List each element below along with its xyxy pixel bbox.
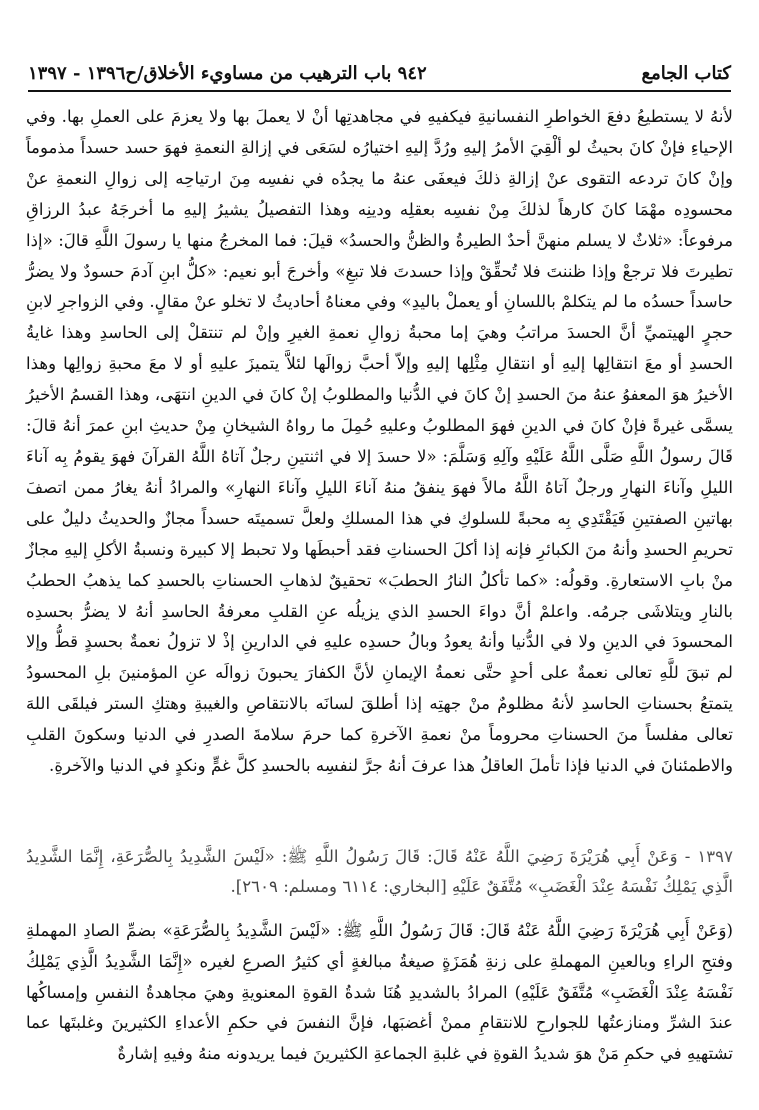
running-header [28,58,731,88]
hadith-block [26,842,733,902]
book-title: كتاب الجامع [641,62,731,84]
hadith-body: - وَعَنْ أَبِي هُرَيْرَةَ رَضِيَ اللَّهُ عَنْهُ قَالَ: قَالَ رَسُولُ اللَّهِ ﷺ: «لَيْسَ الشَّدِيدُ بِالصُّرَعَةِ، إِنَّمَا الشَّدِيدُ الَّذِي يَمْلِكُ نَفْسَهُ عِنْدَ الْغَضَبِ» مُتَّفَقٌ عَلَيْهِ [البخاري: ٦١١٤ ومسلم: ٢٦٠٩]. [26,847,733,896]
body-text [26,102,733,782]
commentary [26,916,733,1070]
hadith-number: ١٣٩٧ [697,847,734,866]
chapter-header: ٩٤٢ باب الترهيب من مساويء الأخلاق/ح١٣٩٦ - ١٣٩٧ [28,62,427,84]
body-paragraph: لأنهُ لا يستطيعُ دفعَ الخواطرِ النفسانيةِ فيكفيهِ في مجاهدتِها أنْ لا يعملَ بها ولا يعزمَ على العملِ بها. وفي الإحياءِ فإنْ كانَ بحيثُ لو ألْقِيَ الأمرُ إليهِ ورُدَّ إليهِ اختيارُه لسَعَى في إزالةِ النعمةِ فهوَ حسد حسداً مذموماً وإنْ كانَ تردعه التقوى عنْ إزالةِ ذلكَ فيعفَى عنهُ ما يجدُه في نفسِه مِنَ ارتياحِه إلى زوالِ النعمةِ عنْ محسودِه مهْمَا كانَ كارهاً لذلكَ مِنْ نفسِه بعقلِه ودينِه وهذا التفصيلُ يشيرُ إليهِ ما أخرجَهُ عبدُ الرزاقِ مرفوعاً: «ثلاثٌ لا يسلم منهنَّ أحدٌ الطيرةُ والظنُّ والحسدُ» قيلَ: فما المخرجُ منها يا رسولَ اللَّهِ قالَ: «إذا تطيرتَ فلا ترجعْ وإذا ظننتَ فلا تُحقِّقْ وإذا حسدتَ فلا تبغِ» وأخرجَ أبو نعيم: «كلُّ ابنِ آدمَ حسودٌ ولا يضرُّ حاسداً حسدُه ما لم يتكلمْ باللسانِ أو يعملْ باليدِ» وفي معناهُ أحاديثُ لا تخلو عنْ مقالٍ. وفي الزواجرِ لابنِ حجرٍ الهيتميِّ أنَّ الحسدَ مراتبُ وهيَ إما محبةُ زوالِ نعمةِ الغيرِ وإنْ لم تنتقلْ إلى الحاسدِ وهذا غايةُ الحسدِ أو معَ انتقالِها إليهِ أو انتقالِ مِثْلِها إليهِ وإلاّ أحبَّ زوالَها لئلاَّ يتميزَ عليهِ أو لا معَ محبةِ زوالِها وهذا الأخيرُ هوَ المعفوُ عنهُ منَ الحسدِ إنْ كانَ في الدُّنيا والمطلوبُ إنْ كانَ في الدينِ انتهَى، وهذا القسمُ الأخيرُ يسمَّى غيرةً فإنْ كانَ في الدينِ فهوَ المطلوبُ وعليهِ حُمِلَ ما رواهُ الشيخانِ مِنْ حديثِ ابنِ عمرَ أنهُ قالَ: قَالَ رسولُ اللَّهِ صَلَّى اللَّهُ عَلَيْهِ وآلِهِ وَسَلَّمَ: «لا حسدَ إلا في اثنتينِ رجلٌ آتاهُ اللَّهُ القرآنَ فهوَ يقومُ بِه آناءَ الليلِ وآناءَ النهارِ ورجلٌ آتاهُ اللَّهُ مالاً فهوَ ينفقُ منهُ آناءَ الليلِ وآناءَ النهارِ» والمرادُ أنهُ يغارُ ممن اتصفَ بهاتينِ الصفتينِ فَيَقْتَدِي بِه محبةً للسلوكِ في هذا المسلكِ ولعلَّ تسميتَه حسداً مجازٌ والحديثُ دليلٌ على تحريمِ الحسدِ وأنهُ منَ الكبائرِ فإنه إذا أكلَ الحسناتِ فقد أحبطَها ولا تحبط إلا كبيرة ونسبةُ الأكلِ إليهِ مجازٌ منْ بابِ الاستعارةِ. وقولُه: «كما تأكلُ النارُ الحطبَ» تحقيقٌ لذهابِ الحسناتِ بالحسدِ كما يذهبُ الحطبُ بالنارِ ويتلاشَى جرمُه. واعلمْ أنَّ دواءَ الحسدِ الذي يزيلُه عنِ القلبِ معرفةُ الحاسدِ أنهُ لا يضرُّ بحسدِه المحسودَ في الدينِ ولا في الدُّنيا وأنهُ يعودُ وبالُ حسدِه عليهِ في الدارينِ إذْ لا تزولُ نعمةٌ بحسدٍ قطُّ وإلا لم تبقَ للَّهِ تعالى نعمةٌ على أحدٍ حتَّى نعمةُ الإيمانِ لأنَّ الكفارَ يحبونَ زوالَه عنِ المؤمنينَ بلِ المحسودُ يتمتعُ بحسناتِ الحاسدِ لأنهُ مظلومٌ منْ جهتِه إذا أطلقَ لسانَه بالانتقاصِ والغيبةِ وهتكِ الستر فيلقَى اللهَ تعالى مفلساً منَ الحسناتِ محروماً منْ نعمةِ الآخرةِ كما حرمَ سلامةَ الصدرِ في الدنيا وسكونَ القلبِ والاطمئنانَ في الدنيا فإذا تأملَ العاقلُ هذا عرفَ أنهُ جرَّ لنفسِه بالحسدِ كلَّ غمٍّ ونكدٍ في الدنيا والآخرةِ. [26,107,733,776]
header-rule [28,90,731,92]
hadith-text [26,842,733,902]
commentary-paragraph: (وَعَنْ أَبِي هُرَيْرَةَ رَضِيَ اللَّهُ عَنْهُ قَالَ: قَالَ رَسُولُ اللَّهِ ﷺ: «لَيْسَ الشَّدِيدُ بِالصُّرَعَةِ» بضمِّ الصادِ المهملةِ وفتحِ الراءِ وبالعينِ المهملةِ على زنةِ هُمَزَةٍ صيغةُ مبالغةٍ أي كثيرُ الصرعِ لغيره «إِنَّمَا الشَّدِيدُ الَّذِي يَمْلِكُ نَفْسَهُ عِنْدَ الْغَضَبِ» مُتَّفَقٌ عَلَيْهِ) المرادُ بالشديدِ هُنَا شدةُ القوةِ المعنويةِ وهيَ مجاهدةُ النفسِ وإمساكُها عندَ الشرِّ ومنازعتُها للجوارحِ للانتقامِ ممنْ أغضبَها، فإنَّ النفسَ في حكمِ الأعداءِ الكثيرينَ وغلبتَها عما تشتهيهِ في حكمِ مَنْ هوَ شديدُ القوةِ في غلبةِ الجماعةِ الكثيرينَ فيما يريدونه منهُ وفيهِ إشارةٌ [26,921,733,1064]
